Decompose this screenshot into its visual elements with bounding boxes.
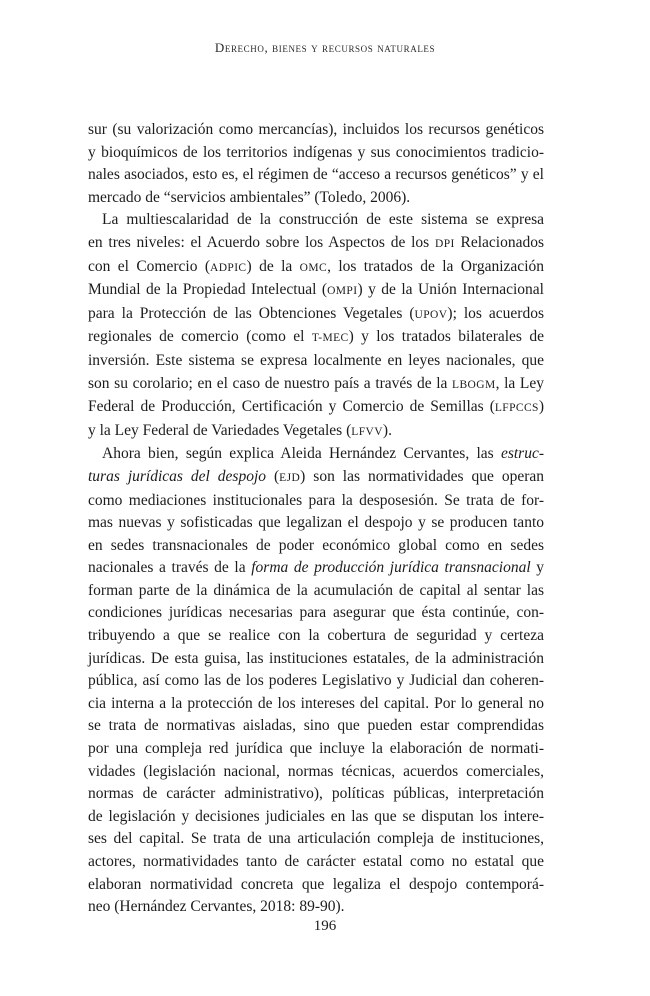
text-line [88,326,544,350]
text-line: mas nuevas y sofisticadas que legalizan el despojo y se producen tanto [88,514,544,532]
text-line: como mediaciones institucionales para la desposesión. Se trata de for- [88,491,544,509]
italic-run: forma de producción jurídica transnacional [251,559,531,577]
text-line [88,443,544,466]
text-line: en sedes transnacionales de poder económico global como en sedes [88,536,544,554]
text-line: para la Protección de las Obtenciones Vegetales (UPOV); los acuerdos [88,304,544,322]
paragraph-3 [88,443,544,918]
body-text [88,119,544,919]
text-run: Mundial de la Propiedad Intelectual [88,281,317,299]
text-run: Ahora bien, según explica Aleida Hernández Cervantes, las [102,445,494,463]
paragraph-2 [88,209,544,443]
text-run: Relacionados [460,233,545,251]
text-line [88,557,544,580]
text-run: , los tratados de la Organización [327,257,544,275]
text-line: mercado de “servicios ambientales” (Toledo, 2006). [88,188,411,206]
text-run: y la Ley Federal de Variedades Vegetales [88,421,343,439]
text-run: Federal de Producción, Certificación y Comercio de Semillas [88,398,484,416]
text-line: se trata de normativas aisladas, sino que pueden estar comprendidas [88,717,544,735]
text-line: y la Ley Federal de Variedades Vegetales (LFVV). [88,421,392,439]
text-line [88,373,544,397]
text-line [88,232,544,256]
text-line: sur (su valorización como mercancías), incluidos los recursos genéticos [88,121,544,138]
text-line: jurídicas. De esta guisa, las instituciones estatales, de la administración [88,649,544,667]
text-run: nacionales a través de la [88,559,246,577]
text-run: para la Protección de las Obtenciones Vegetales [88,304,403,322]
acronym: T-MEC [311,332,349,345]
text-run: ; los acuerdos [452,304,544,322]
text-line: actores, normatividades tanto de carácter estatal como no estatal que [88,853,544,870]
text-line: cia interna a la protección de los intereses del capital. Por lo general no [88,694,544,712]
acronym: LBOGM [452,378,496,391]
text-run: y [536,559,544,577]
text-run: son las normatividades que operan [313,467,544,485]
acronym: OMC [299,261,328,274]
text-line: Mundial de la Propiedad Intelectual (OMPI) y de la Unión Internacional [88,281,544,299]
acronym: UPOV [414,308,448,321]
text-line: ses del capital. Se trata de una articulación compleja de instituciones, [88,830,544,848]
text-line: vidades (legislación nacional, normas técnicas, acuerdos comerciales, [88,762,544,780]
text-run: con el Comercio [88,257,198,275]
running-head: Derecho, bienes y recursos naturales [214,40,436,55]
paragraph-1 [88,119,544,209]
text-run: , la Ley [495,374,544,392]
italic-run: turas jurídicas del despojo [88,467,267,485]
text-line: neo (Hernández Cervantes, 2018: 89-90). [88,898,345,916]
text-run: son su corolario; en el caso de nuestro país a través de la [88,374,448,392]
text-line: normas de carácter administrativo), políticas públicas, interpretación [88,785,544,803]
italic-run: estruc- [500,445,544,463]
text-line: tribuyendo a que se realice con la cobertura de seguridad y certeza [88,627,544,645]
text-run: en tres niveles: el Acuerdo sobre los Aspectos de los [88,233,430,251]
text-run: de la [259,257,293,275]
acronym: OMPI [327,285,358,298]
text-line: con el Comercio (ADPIC) de la OMC, los tratados de la Organización [88,257,544,275]
acronym: EJD [279,471,301,484]
text-run: y de la Unión Internacional [368,281,544,299]
text-line: forman parte de la dinámica de la acumulación de capital al sentar las [88,581,544,599]
text-line: La multiescalaridad de la construcción de este sistema se expresa [102,211,544,229]
text-line: y bioquímicos de los territorios indígenas y sus conocimientos tradicio- [88,143,544,161]
text-run: ) y los tratados bilaterales de [348,328,545,346]
text-line: de legislación y decisiones judiciales en las que se disputan los intere- [88,807,544,825]
text-run: regionales de comercio (como el [88,328,305,346]
text-line: inversión. Este sistema se expresa localmente en leyes nacionales, que [88,351,544,369]
text-run: . [388,421,392,439]
page-number: 196 [313,918,337,934]
text-line: condiciones jurídicas necesarias para asegurar que ésta continúe, con- [88,604,544,622]
acronym: ADPIC [210,261,247,274]
text-line: Federal de Producción, Certificación y Comercio de Semillas (LFPCCS) [88,398,544,416]
acronym: LFVV [351,425,383,438]
text-line: por una compleja red jurídica que incluye la elaboración de normati- [88,740,544,758]
acronym: LFPCCS [494,402,539,415]
text-line: pública, así como las de los poderes Legislativo y Judicial dan coheren- [88,672,544,690]
text-line: elaboran normatividad concreta que legaliza el despojo contemporá- [88,875,544,893]
text-line: turas jurídicas del despojo (EJD) son las normatividades que operan [88,467,544,485]
text-line: nales asociados, esto es, el régimen de “acceso a recursos genéticos” y el [88,166,544,184]
acronym: DPI [435,237,455,250]
